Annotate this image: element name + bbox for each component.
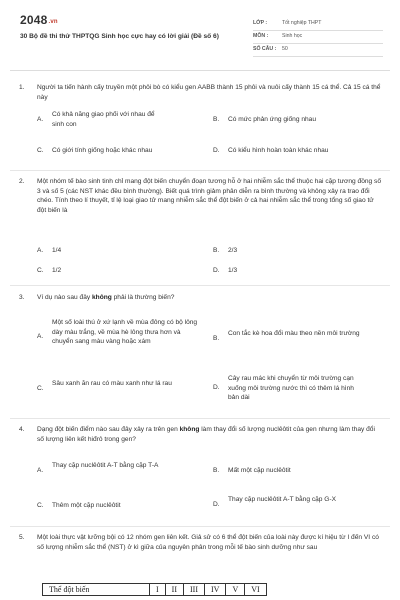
option-text: 1/4 [52, 247, 62, 254]
question-divider [10, 170, 390, 171]
site-logo[interactable] [20, 13, 58, 27]
option-text: 1/3 [228, 267, 238, 274]
option-text: Thay cặp nuclêôtit A-T bằng cặp T-A [52, 462, 159, 469]
option-letter: B. [213, 247, 220, 254]
option-letter: B. [213, 335, 220, 342]
question-number: 1. [19, 84, 25, 91]
option-letter: D. [213, 501, 220, 508]
option-letter: C. [37, 385, 44, 392]
meta-label: LỚP : [253, 20, 268, 26]
table-header-cell: III [184, 584, 205, 596]
option-letter: C. [37, 147, 44, 154]
option-letter: B. [213, 467, 220, 474]
question-text: Một nhóm tế bào sinh tinh chỉ mang đột biến chuyển đoạn tương hỗ ở hai nhiễm sắc thể thuộc hai cặp tương đồng số 3 và số 5 (các NST khác đều bình thường). Biết quá trình giảm phân diễn ra bình thường và không xảy ra trao đổi chéo. Tính theo lí thuyết, tỉ lệ loại giao tử mang nhiễm sắc thể đột biến ở cả hai nhiễm sắc thể trong tổng số giao tử đột biến là [37, 178, 382, 214]
table-header-cell: IV [205, 584, 226, 596]
logo-tld: .vn [48, 19, 58, 25]
question-number: 5. [19, 534, 25, 541]
option-text: Một số loài thú ở xứ lạnh về mùa đông có bộ lông dày màu trắng, về mùa hè lông thưa hơn và chuyển sang màu vàng hoặc xám [52, 319, 198, 346]
question-number: 4. [19, 426, 25, 433]
question-text [37, 293, 382, 303]
question-text [37, 425, 382, 444]
table-header-cell: Thể đột biến [43, 584, 150, 596]
meta-value: Sinh học [282, 33, 303, 39]
option-text: Thay cặp nuclêôtit A-T bằng cặp G-X [228, 496, 337, 503]
question-text: Một loài thực vật lưỡng bội có 12 nhóm gen liên kết. Giả sử có 6 thể đột biến của loài này được kí hiệu từ I đến VI có số lượng nhiễm sắc thể (NST) ở kì giữa của nguyên phân trong mỗi tế bào sinh dưỡng như sau [37, 534, 379, 551]
meta-row-class [253, 18, 383, 31]
header-divider [10, 70, 390, 71]
mutant-table [42, 583, 267, 596]
option-letter: D. [213, 267, 220, 274]
option-letter: B. [213, 116, 220, 123]
option-text: Có mức phản ứng giống nhau [228, 116, 317, 123]
option-text: Có giới tính giống hoặc khác nhau [52, 147, 153, 154]
table-row [43, 584, 267, 596]
table-header-cell: I [150, 584, 166, 596]
option-letter: A. [37, 467, 44, 474]
question-text-part: Dạng đột biến điểm nào sau đây xảy ra trên gen [37, 426, 180, 433]
option-text: Mất một cặp nuclêôtit [228, 467, 291, 474]
document-header [10, 10, 390, 58]
question-divider [10, 418, 390, 419]
document-title: 30 Bộ đề thi thử THPTQG Sinh học cực hay có lời giải (Đề số 6) [20, 33, 219, 40]
question-text-part: phải là thường biến? [111, 294, 175, 301]
option-letter: A. [37, 116, 44, 123]
meta-value: Tốt nghiệp THPT [282, 20, 322, 26]
option-text: Sâu xanh ăn rau có màu xanh như lá rau [52, 380, 172, 387]
option-letter: C. [37, 267, 44, 274]
meta-value: 50 [282, 46, 288, 52]
question-number: 2. [19, 178, 25, 185]
meta-info [253, 18, 383, 57]
option-letter: D. [213, 384, 220, 391]
option-text: Cây rau mác khi chuyển từ môi trường cạn xuống môi trường nước thì có thêm lá hình bản dài [228, 375, 354, 402]
meta-row-subject [253, 31, 383, 44]
question-text-emphasis: không [179, 426, 200, 433]
table-header-cell: VI [245, 584, 266, 596]
question-text-part: Ví dụ nào sau đây [37, 294, 92, 301]
question-divider [10, 526, 390, 527]
option-letter: D. [213, 147, 220, 154]
option-letter: A. [37, 247, 44, 254]
option-text: Thêm một cặp nuclêôtit [52, 502, 121, 509]
meta-row-count [253, 44, 383, 57]
option-text: Có khả năng giao phối với nhau để sinh con [52, 111, 155, 128]
option-text: Có kiểu hình hoàn toàn khác nhau [228, 147, 329, 154]
option-text: 1/2 [52, 267, 62, 274]
question-text: Người ta tiến hành cấy truyền một phôi bò có kiểu gen AABB thành 15 phôi và nuôi cấy thành 15 cá thể. Cả 15 cá thể này [37, 84, 381, 101]
option-text: 2/3 [228, 247, 238, 254]
question-text-part: làm thay đổi số lượng nuclêôtit của gen nhưng làm thay đổi số lượng liên kết hiđrô trong gen? [37, 426, 375, 443]
option-letter: A. [37, 333, 44, 340]
logo-text: 2048 [20, 13, 48, 27]
meta-label: MÔN : [253, 33, 269, 39]
question-divider [10, 285, 390, 286]
table-header-cell: II [165, 584, 183, 596]
option-letter: C. [37, 502, 44, 509]
option-text: Con tắc kè hoa đổi màu theo nền môi trường [228, 330, 360, 337]
question-number: 3. [19, 294, 25, 301]
meta-label: SỐ CÂU : [253, 46, 277, 52]
question-text-emphasis: không [92, 294, 112, 301]
table-header-cell: V [226, 584, 245, 596]
